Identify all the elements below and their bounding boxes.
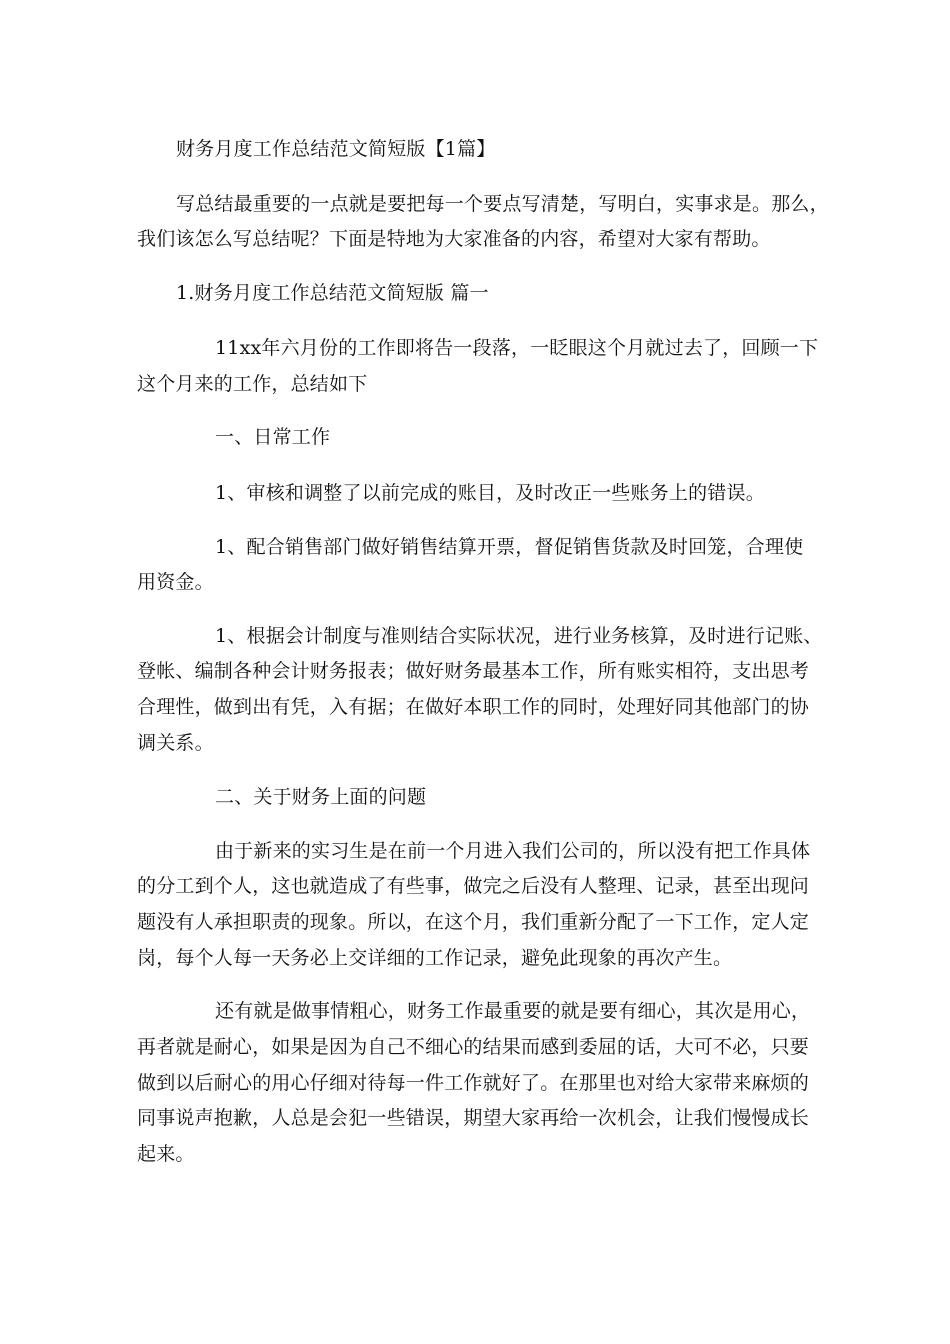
document-title: 财务月度工作总结范文简短版【1篇】 [176, 138, 496, 160]
intro-line: 我们该怎么写总结呢？下面是特地为大家准备的内容，希望对大家有帮助。 [137, 228, 771, 250]
subheading-daily-work: 一、日常工作 [215, 426, 331, 448]
paragraph-line: 的分工到个人，这也就造成了有些事，做完之后没有人整理、记录，甚至出现问 [137, 875, 810, 897]
paragraph-line: 再者就是耐心，如果是因为自己不细心的结果而感到委屈的话，大可不必，只要 [137, 1036, 810, 1058]
list-item: 合理性，做到出有凭，入有据；在做好本职工作的同时，处理好同其他部门的协 [137, 696, 810, 718]
list-item: 登帐、编制各种会计财务报表；做好财务最基本工作，所有账实相符，支出思考 [137, 660, 810, 682]
list-item: 1、配合销售部门做好销售结算开票，督促销售货款及时回笼，合理使 [215, 536, 804, 558]
paragraph-line: 还有就是做事情粗心，财务工作最重要的就是要有细心，其次是用心， [215, 1000, 811, 1022]
subheading-finance-issues: 二、关于财务上面的问题 [215, 786, 427, 808]
list-item: 1、审核和调整了以前完成的账目，及时改正一些账务上的错误。 [215, 482, 765, 504]
paragraph-line: 做到以后耐心的用心仔细对待每一件工作就好了。在那里也对给大家带来麻烦的 [137, 1072, 810, 1094]
paragraph-line: 起来。 [137, 1143, 195, 1165]
intro-line: 写总结最重要的一点就是要把每一个要点写清楚，写明白，实事求是。那么， [176, 193, 829, 215]
list-item: 用资金。 [137, 571, 214, 593]
paragraph-line: 11xx年六月份的工作即将告一段落，一眨眼这个月就过去了，回顾一下 [215, 337, 819, 359]
paragraph-line: 岗，每个人每一天务必上交详细的工作记录，避免此现象的再次产生。 [137, 947, 733, 969]
paragraph-line: 这个月来的工作，总结如下 [137, 373, 368, 395]
paragraph-line: 由于新来的实习生是在前一个月进入我们公司的，所以没有把工作具体 [215, 840, 811, 862]
paragraph-line: 题没有人承担职责的现象。所以，在这个月，我们重新分配了一下工作，定人定 [137, 911, 810, 933]
paragraph-line: 同事说声抱歉，人总是会犯一些错误，期望大家再给一次机会，让我们慢慢成长 [137, 1107, 810, 1129]
list-item: 1、根据会计制度与准则结合实际状况，进行业务核算，及时进行记账、 [215, 625, 823, 647]
list-item: 调关系。 [137, 732, 214, 754]
section-heading: 1.财务月度工作总结范文简短版 篇一 [176, 282, 489, 304]
